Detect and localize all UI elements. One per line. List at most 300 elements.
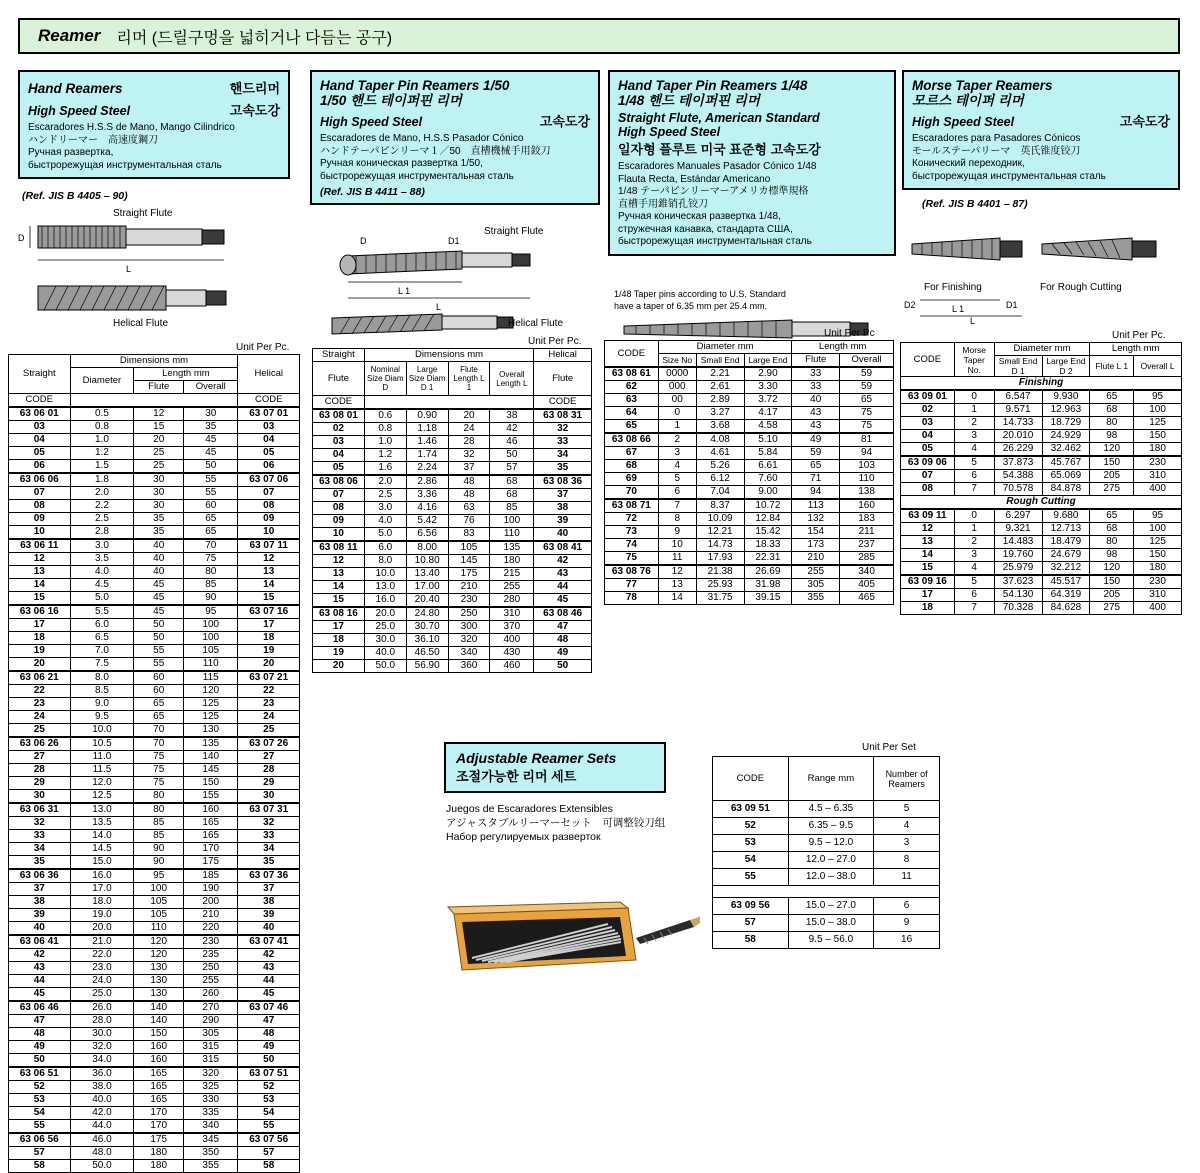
cell-value: 55 [134, 658, 184, 672]
hand-reamers-tbody [9, 407, 300, 1173]
cell-code: 69 [605, 473, 659, 486]
th-overall-morse: Overall L [1134, 356, 1182, 377]
taper148-line-ru1: Ручная коническая развертка 1/48, [618, 211, 781, 222]
cell-value: 12.0 – 27.0 [788, 852, 874, 869]
table-row [901, 417, 1182, 430]
cell-value: 360 [448, 660, 490, 673]
cell-value: 11 [658, 552, 696, 566]
cell-value: 12.84 [744, 513, 792, 526]
svg-text:L 1: L 1 [398, 286, 411, 296]
cell-value: 170 [184, 843, 238, 856]
cell-value: 9.5 [70, 711, 134, 724]
cell-value: 6.35 – 9.5 [788, 818, 874, 835]
cell-value: 65 [1090, 390, 1134, 404]
th-morse-no: Morse Taper No. [954, 343, 994, 377]
cell-value: 18.33 [744, 539, 792, 552]
cell-value: 75 [840, 407, 894, 420]
cell-code: 18 [901, 602, 955, 615]
cell-value: 94 [840, 447, 894, 460]
cell-value: 230 [448, 594, 490, 608]
table-row [9, 1028, 300, 1041]
cell-value: 165 [184, 830, 238, 843]
cell-value: 345 [184, 1133, 238, 1147]
taper148-table [604, 340, 894, 605]
cell-value: 2 [658, 433, 696, 447]
cell-code: 58 [238, 1160, 300, 1173]
cell-code: 57 [713, 915, 789, 932]
cell-code: 13 [9, 566, 71, 579]
cell-value: 1.46 [406, 436, 448, 449]
cell-code: 42 [9, 949, 71, 962]
cell-value: 330 [184, 1094, 238, 1107]
cell-value: 42.0 [70, 1107, 134, 1120]
morse-line-ru1: Конический переходник, [912, 158, 1025, 169]
cell-value: 65 [134, 711, 184, 724]
cell-value: 113 [792, 499, 840, 513]
cell-value: 75 [134, 764, 184, 777]
cell-value: 90 [184, 592, 238, 606]
th-diameter: Diameter [70, 368, 134, 394]
table-row [605, 513, 894, 526]
cell-value: 7.04 [696, 486, 744, 500]
cell-value: 140 [184, 751, 238, 764]
cell-value: 84.628 [1042, 602, 1090, 615]
table-row [9, 1001, 300, 1015]
cell-value: 75 [134, 751, 184, 764]
cell-value: 24.0 [70, 975, 134, 988]
cell-code: 12 [238, 553, 300, 566]
table-row [9, 579, 300, 592]
cell-value: 180 [1134, 562, 1182, 576]
cell-value: 5.0 [364, 528, 406, 542]
cell-value: 30.70 [406, 621, 448, 634]
hand-reamers-line-es: Escaradores H.S.S de Mano, Mango Cilindrico [28, 122, 235, 133]
th-flute: Flute [134, 381, 184, 394]
cell-value: 140 [134, 1015, 184, 1028]
cell-value: 211 [840, 526, 894, 539]
table-row [313, 581, 592, 594]
cell-value: 110 [490, 528, 534, 542]
cell-value: 165 [134, 1094, 184, 1107]
cell-value: 115 [184, 671, 238, 685]
cell-value: 68 [490, 475, 534, 489]
table-row [901, 562, 1182, 576]
svg-text:D: D [18, 233, 25, 243]
cell-value: 30 [184, 407, 238, 421]
cell-value: 1 [954, 523, 994, 536]
morse-ref: (Ref. JIS B 4401 – 87) [922, 198, 1028, 210]
cell-value: 4.0 [70, 566, 134, 579]
taper150-tbody [313, 409, 592, 673]
cell-code: 10 [313, 528, 365, 542]
cell-code: 63 06 01 [9, 407, 71, 421]
cell-value: 65 [1090, 509, 1134, 523]
cell-value: 200 [184, 896, 238, 909]
cell-code: 63 06 06 [9, 473, 71, 487]
cell-code: 15 [901, 562, 955, 576]
cell-value: 260 [184, 988, 238, 1002]
adjustable-line-jp: アジャスタブルリーマーセット 可调整铰刀组 [446, 817, 666, 829]
th-large-148: Large End [744, 354, 792, 368]
cell-code: 63 09 51 [713, 801, 789, 818]
cell-value: 46.50 [406, 647, 448, 660]
cell-value: 100 [1134, 523, 1182, 536]
cell-value: 30 [134, 500, 184, 513]
table-row [313, 568, 592, 581]
cell-code: 32 [534, 423, 592, 436]
cell-code: 10 [238, 526, 300, 540]
cell-value: 5 [658, 473, 696, 486]
cell-value: 30 [134, 487, 184, 500]
cell-code: 43 [238, 962, 300, 975]
cell-value: 1.74 [406, 449, 448, 462]
cell-value: 60 [134, 685, 184, 698]
table-row [9, 1081, 300, 1094]
taper148-unit: Unit Per Pc [824, 328, 875, 339]
section-header-taper-1-48 [608, 70, 896, 256]
cell-value: 6.61 [744, 460, 792, 473]
th-sizeno-148: Size No [658, 354, 696, 368]
taper148-note-line1: 1/48 Taper pins according to U.S. Standard [614, 289, 786, 299]
th-dims-150: Dimensions mm [364, 349, 533, 362]
cell-value: 98 [1090, 430, 1134, 443]
cell-value: 23.0 [70, 962, 134, 975]
table-row [313, 528, 592, 542]
cell-value: 310 [1134, 470, 1182, 483]
table-row [901, 483, 1182, 496]
cell-code: 39 [534, 515, 592, 528]
table-row [9, 737, 300, 751]
section-header-adjustable [444, 742, 666, 793]
cell-value: 54.388 [994, 470, 1042, 483]
cell-value: 160 [840, 499, 894, 513]
cell-value: 465 [840, 592, 894, 605]
cell-value: 100 [134, 883, 184, 896]
cell-code: 19 [9, 645, 71, 658]
table-row [9, 460, 300, 474]
cell-code: 22 [9, 685, 71, 698]
table-row [9, 935, 300, 949]
table-row [605, 433, 894, 447]
cell-value: 11 [874, 869, 940, 886]
morse-figure [900, 216, 1190, 326]
taper148-line-es2: Flauta Recta, Estándar Americano [618, 173, 771, 185]
th-helical-150: Helical [534, 349, 592, 362]
cell-value: 12.5 [70, 790, 134, 804]
table-row [713, 869, 940, 886]
cell-code: 35 [534, 462, 592, 476]
table-row [9, 1120, 300, 1134]
morse-hss-kr: 고속도강 [1119, 114, 1170, 129]
svg-text:L 1: L 1 [952, 304, 965, 314]
cell-value: 165 [184, 817, 238, 830]
table-row [313, 449, 592, 462]
cell-value: 430 [490, 647, 534, 660]
cell-value: 22.31 [744, 552, 792, 566]
cell-value: 000 [658, 381, 696, 394]
cell-code: 14 [9, 579, 71, 592]
cell-code: 63 09 56 [713, 898, 789, 915]
cell-value: 6 [658, 486, 696, 500]
th-range-adj: Range mm [788, 757, 874, 801]
cell-value: 42 [490, 423, 534, 436]
cell-code: 55 [9, 1120, 71, 1134]
th-code-adj: CODE [713, 757, 789, 801]
cell-value: 175 [184, 856, 238, 870]
cell-code: 63 08 31 [534, 409, 592, 423]
cell-code: 38 [534, 502, 592, 515]
cell-value: 3 [954, 430, 994, 443]
cell-code: 08 [313, 502, 365, 515]
cell-value: 105 [448, 541, 490, 555]
cell-value: 230 [1134, 575, 1182, 589]
th-code-148: CODE [605, 341, 659, 368]
cell-value: 16.0 [70, 869, 134, 883]
cell-code: 50 [9, 1054, 71, 1068]
morse-title-en: Morse Taper Reamers [912, 78, 1053, 93]
cell-value: 83 [448, 528, 490, 542]
cell-value: 2.0 [70, 487, 134, 500]
cell-value: 1.0 [364, 436, 406, 449]
cell-value: 10.72 [744, 499, 792, 513]
table-row [605, 420, 894, 434]
cell-code: 77 [605, 579, 659, 592]
cell-value: 2.21 [696, 367, 744, 381]
morse-rough-label-row [901, 496, 1182, 510]
taper148-line-ru2: стружечная канавка, стандарта США, [618, 223, 793, 235]
morse-table [900, 342, 1182, 615]
cell-value: 43 [792, 407, 840, 420]
cell-value: 290 [184, 1015, 238, 1028]
cell-value: 25.93 [696, 579, 744, 592]
cell-code: 07 [9, 487, 71, 500]
cell-value: 400 [1134, 483, 1182, 496]
adjustable-tbody [713, 801, 940, 949]
cell-code: 13 [238, 566, 300, 579]
cell-code: 37 [534, 489, 592, 502]
cell-value: 13.5 [70, 817, 134, 830]
cell-code: 63 07 36 [238, 869, 300, 883]
cell-value: 0 [658, 407, 696, 420]
cell-value: 15 [134, 421, 184, 434]
cell-code: 63 07 16 [238, 605, 300, 619]
cell-value: 9.0 [70, 698, 134, 711]
cell-value: 120 [184, 685, 238, 698]
cell-value: 6.56 [406, 528, 448, 542]
morse-title-kr: 모르스 테이퍼 리머 [912, 93, 1024, 108]
cell-code: 63 07 56 [238, 1133, 300, 1147]
cell-value: 95 [184, 605, 238, 619]
cell-value: 1.0 [70, 434, 134, 447]
cell-code: 52 [9, 1081, 71, 1094]
section-header-hand-reamers [18, 70, 290, 179]
taper148-line-jp: 1/48 テーパピンリーマーアメリカ標準規格 [618, 186, 809, 197]
cell-code: 24 [238, 711, 300, 724]
cell-value: 65 [840, 394, 894, 407]
cell-value: 125 [184, 711, 238, 724]
table-row [9, 922, 300, 936]
cell-value: 6.547 [994, 390, 1042, 404]
cell-value: 145 [184, 764, 238, 777]
cell-code: 28 [238, 764, 300, 777]
cell-code: 32 [238, 817, 300, 830]
table-row [605, 565, 894, 579]
adjustable-table [712, 756, 940, 949]
cell-code: 24 [9, 711, 71, 724]
th-len-148: Length mm [792, 341, 894, 354]
cell-value: 180 [490, 555, 534, 568]
cell-value: 80 [184, 566, 238, 579]
cell-code: 18 [313, 634, 365, 647]
cell-code: 52 [238, 1081, 300, 1094]
table-row [313, 475, 592, 489]
cell-value: 95 [134, 869, 184, 883]
table-row [9, 539, 300, 553]
cell-value: 39.15 [744, 592, 792, 605]
cell-code: 37 [9, 883, 71, 896]
cell-value: 20 [448, 409, 490, 423]
cell-value: 9 [874, 915, 940, 932]
morse-line-jp: モールステーパリーマ 英氏锥度铰刀 [912, 145, 1081, 157]
cell-value: 5.42 [406, 515, 448, 528]
table-row [9, 658, 300, 672]
cell-value: 170 [134, 1107, 184, 1120]
table-row [313, 515, 592, 528]
cell-value: 20.0 [70, 922, 134, 936]
morse-finishing-caption: For Finishing [924, 282, 982, 293]
cell-value: 275 [1090, 602, 1134, 615]
hand-reamers-unit: Unit Per Pc. [236, 342, 290, 353]
th-overall: Overall [184, 381, 238, 394]
table-row [313, 607, 592, 621]
cell-value: 13.0 [70, 803, 134, 817]
cell-value: 90 [134, 843, 184, 856]
cell-value: 28 [448, 436, 490, 449]
cell-value: 14.73 [696, 539, 744, 552]
cell-code: 63 07 46 [238, 1001, 300, 1015]
cell-value: 70.328 [994, 602, 1042, 615]
cell-code: 04 [901, 430, 955, 443]
table-row [313, 647, 592, 660]
cell-value: 40.0 [70, 1094, 134, 1107]
table-row [713, 915, 940, 932]
cell-code: 63 06 11 [9, 539, 71, 553]
cell-value: 26.69 [744, 565, 792, 579]
cell-value: 1.2 [70, 447, 134, 460]
morse-unit: Unit Per Pc. [1112, 330, 1166, 341]
table-row [713, 852, 940, 869]
cell-value: 9.930 [1042, 390, 1090, 404]
table-row [605, 592, 894, 605]
svg-text:D1: D1 [1006, 300, 1018, 310]
cell-code: 09 [9, 513, 71, 526]
cell-value: 145 [448, 555, 490, 568]
cell-value: 40 [134, 553, 184, 566]
cell-code: 63 08 01 [313, 409, 365, 423]
table-row [313, 436, 592, 449]
cell-value: 44.0 [70, 1120, 134, 1134]
cell-value: 3.68 [696, 420, 744, 434]
table-row [901, 470, 1182, 483]
table-row [605, 499, 894, 513]
cell-code: 32 [9, 817, 71, 830]
cell-value: 210 [184, 909, 238, 922]
cell-spacer [713, 886, 940, 898]
cell-code: 18 [238, 632, 300, 645]
cell-value: 280 [490, 594, 534, 608]
cell-code: 33 [9, 830, 71, 843]
svg-text:L: L [436, 302, 442, 312]
cell-value: 210 [792, 552, 840, 566]
cell-code: 63 09 11 [901, 509, 955, 523]
taper150-line-ru2: быстрорежущая инструментальная сталь [320, 170, 514, 182]
cell-value: 32.0 [70, 1041, 134, 1054]
svg-text:D: D [360, 236, 367, 246]
cell-value: 180 [1134, 443, 1182, 457]
taper148-line-ru3: быстрорежущая инструментальная сталь [618, 236, 812, 247]
cell-value: 40 [134, 566, 184, 579]
cell-value: 300 [448, 621, 490, 634]
cell-value: 30.0 [70, 1028, 134, 1041]
cell-value: 120 [134, 949, 184, 962]
taper150-straight-caption: Straight Flute [484, 226, 544, 237]
cell-code: 05 [238, 447, 300, 460]
cell-value: 0.8 [70, 421, 134, 434]
th-overall-148: Overall [840, 354, 894, 368]
cell-code: 55 [238, 1120, 300, 1134]
cell-code: 12 [313, 555, 365, 568]
th-diam-morse: Diameter mm [994, 343, 1090, 356]
cell-value: 45 [184, 447, 238, 460]
cell-value: 335 [184, 1107, 238, 1120]
cell-value: 0.90 [406, 409, 448, 423]
cell-value: 8.00 [406, 541, 448, 555]
cell-code: 70 [605, 486, 659, 500]
table-row [9, 1107, 300, 1120]
cell-value: 11.5 [70, 764, 134, 777]
th-flutelen-150: Flute Length L 1 [448, 362, 490, 396]
cell-code: 07 [901, 470, 955, 483]
cell-value: 215 [490, 568, 534, 581]
cell-value: 1.6 [364, 462, 406, 476]
taper150-table [312, 348, 592, 673]
cell-value: 15.0 – 27.0 [788, 898, 874, 915]
cell-value: 20.010 [994, 430, 1042, 443]
cell-value: 25.0 [70, 988, 134, 1002]
cell-value: 150 [184, 777, 238, 790]
cell-value: 48 [448, 489, 490, 502]
cell-value: 255 [490, 581, 534, 594]
cell-value: 64.319 [1042, 589, 1090, 602]
cell-code: 63 09 16 [901, 575, 955, 589]
cell-value: 12.963 [1042, 404, 1090, 417]
spacer-row [713, 886, 940, 898]
table-row [9, 421, 300, 434]
cell-value: 10.5 [70, 737, 134, 751]
cell-value: 36.10 [406, 634, 448, 647]
th-straight-150: Straight [313, 349, 365, 362]
cell-value: 4.61 [696, 447, 744, 460]
table-row [9, 711, 300, 724]
cell-value: 28.0 [70, 1015, 134, 1028]
cell-code: 43 [534, 568, 592, 581]
cell-value: 7.5 [70, 658, 134, 672]
cell-value: 160 [134, 1054, 184, 1068]
cell-value: 190 [184, 883, 238, 896]
table-row [901, 430, 1182, 443]
cell-value: 7 [954, 483, 994, 496]
adjustable-title-kr: 조절가능한 리머 세트 [456, 769, 577, 784]
